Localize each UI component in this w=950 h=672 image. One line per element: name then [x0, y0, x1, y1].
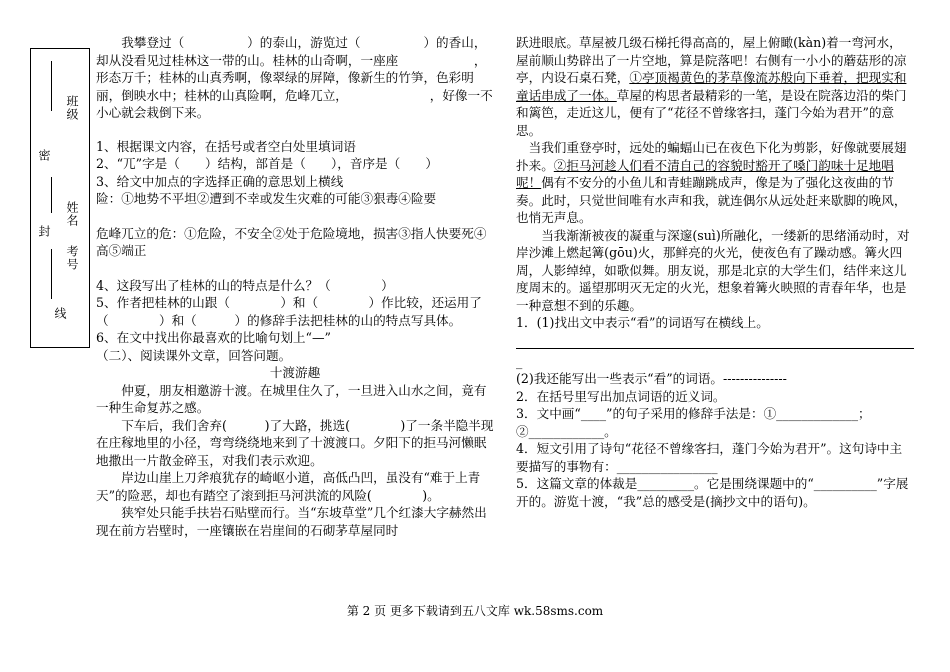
left-column	[96, 34, 494, 539]
continuation-text: 草屋的构思者最精彩的一笔，是设在院落边沿的柴门和篱笆，走近这儿，便有了“花径不曾缘客扫，蓬门今始为君开”的意思。	[516, 87, 907, 138]
guilin-passage: 我攀登过（ ）的泰山，游览过（ ）的香山，却从没看见过桂林这一带的山。桂林的山奇啊，一座座 ，形态万千；桂林的山真秀啊，像翠绿的屏障，像新生的竹笋，色彩明丽，倒映水中；桂林的山真险啊，危峰兀立， ，好像一不小心就会栽倒下来。	[96, 35, 493, 120]
question-3: 3、给文中加点的字选择正确的意思划上横线	[96, 173, 344, 189]
article-paragraph-1: 仲夏，朋友相邀游十渡。在城里住久了，一旦进入山水之间，竟有一种生命复苏之感。	[96, 382, 487, 415]
question-4: 4、这段写出了桂林的山的特点是什么？（ ）	[96, 277, 394, 293]
question-3-xian-options: 险：①地势不平坦②遭到不幸或发生灾难的可能③狠毒④险要	[96, 191, 437, 206]
article-paragraph-2: 下车后，我们舍弃( )了大路，挑选( )了一条半隐半现在庄稼地里的小径，弯弯绕绕地来到了十渡渡口。夕阳下的拒马河懒眠地撒出一片散金碎玉，对我们表示欢迎。	[96, 417, 494, 468]
binding-margin	[30, 48, 90, 348]
answer-line	[516, 338, 914, 349]
article-continuation-2	[516, 139, 914, 227]
seal-char-mi: 密	[37, 149, 51, 162]
question-1: 1、根据课文内容，在括号或者空白处里填词语	[96, 138, 356, 154]
class-label: 班级	[65, 95, 79, 121]
binding-line	[51, 249, 52, 299]
underlined-sentence-2: ②拒马河趁人们看不清自己的容貌时豁开了嗓门韵味十足地唱呢！	[516, 157, 894, 190]
answer-line-tail: _	[516, 353, 523, 369]
question-5: 5、作者把桂林的山跟（ ）和（ ）作比较，还运用了（ ）和（ ）的修辞手法把桂林的山的特点写具体。	[96, 295, 482, 328]
binding-line	[51, 61, 52, 111]
reading-question-5: 5．这篇文章的体裁是_________。它是围绕课题中的“__________”字展开的。游览十渡，“我”总的感受是(摘抄文中的语句)。	[516, 476, 909, 509]
article-paragraph-3: 岸边山崖上刀斧痕犹存的崎岖小道，高低凸凹，虽没有“难于上青天”的险恶，却也有踏空了滚到拒马河洪流的风险( )。	[96, 470, 481, 503]
binding-line	[51, 177, 52, 213]
page-footer: 第 2 页 更多下载请到五八文库 wk.58sms.com	[346, 604, 604, 618]
underlined-sentence-1: ①亭顶褐黄色的茅草像流苏般向下垂着，把现实和童话串成了一体。	[516, 70, 907, 103]
article-continuation-1	[516, 34, 914, 139]
continuation-text: 偶有不安分的小鱼儿和青蛙蹦跳成声，像是为了强化这夜曲的节奏。此时，只觉世间唯有水声和我，就连偶尔从远处赶来歇脚的晚风，也悄无声息。	[516, 175, 907, 225]
reading-question-2: 2．在括号里写出加点词语的近义词。	[516, 388, 726, 404]
continuation-text: 当我们重登亭时，远处的蝙蝠山已在夜色下化为剪影，好像就要展翅扑来。	[516, 140, 907, 173]
section-2-heading: （二）、阅读课外文章，回答问题。	[96, 347, 292, 363]
continuation-text: 跃进眼底。草屋被几级石梯托得高高的，屋上俯瞰(kàn)着一弯河水，屋前顺山势辟出了一片空地，算是院落吧！右侧有一小小的蘑菇形的凉亭，内设石桌石凳，	[516, 35, 907, 85]
reading-question-1-part-2: (2)我还能写出一些表示“看”的词语。---------------	[516, 371, 787, 386]
question-6: 6、在文中找出你最喜欢的比喻句划上“—”	[96, 330, 331, 345]
reading-question-4: 4．短文引用了诗句“花径不曾缘客扫，蓬门今始为君开”。这句诗中主要描写的事物有：________________	[516, 441, 903, 474]
name-label: 姓名	[65, 201, 79, 227]
exam-number-label: 考号	[65, 245, 79, 271]
article-title: 十渡游趣	[269, 365, 321, 380]
right-column	[516, 34, 914, 510]
reading-question-3: 3．文中画“____”的句子采用的修辞手法是：①_____________；②____________。	[516, 406, 871, 439]
seal-char-feng: 封	[37, 225, 51, 238]
article-continuation-3: 当我渐渐被夜的凝重与深邃(suì)所融化，一缕新的思绪涌动时，对岸沙滩上燃起篝(gōu)火，那鲜亮的火光，使夜色有了躁动感。篝火四周，人影绰绰，如歌似舞。朋友说，那是北京的大学生们，结伴来这儿度周末的。遥望那明灭无定的火光，想象着篝火映照的青春年华，也是一种意想不到的乐趣。	[516, 227, 910, 313]
question-2: 2、“兀”字是（ ）结构，部首是（ ），音序是（ ）	[96, 156, 439, 171]
article-paragraph-4: 狭窄处只能手扶岩石贴壁而行。当“东坡草堂”几个红漆大字赫然出现在前方岩壁时，一座镶嵌在岩崖间的石砌茅草屋同时	[96, 505, 487, 538]
seal-char-xian: 线	[53, 307, 67, 320]
reading-question-1: 1．(1)找出文中表示“看”的词语写在横线上。	[516, 315, 769, 330]
question-3-wei-options: 危峰兀立的危：①危险，不安全②处于危险境地，损害③指人快要死④高⑤端正	[96, 225, 487, 258]
